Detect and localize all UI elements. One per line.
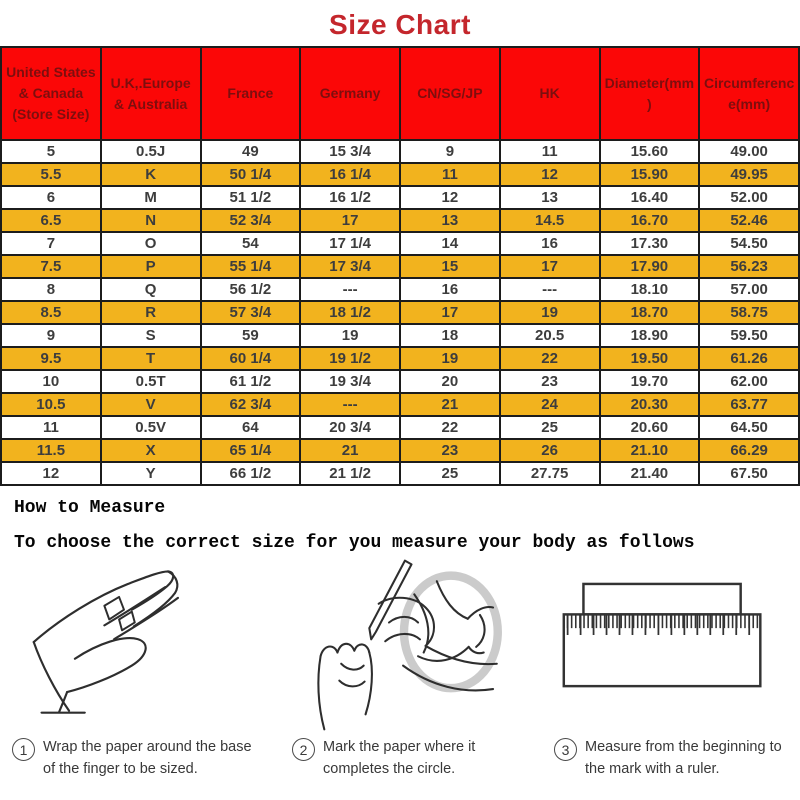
table-cell: 17 3/4 (300, 255, 400, 278)
page-title: Size Chart (329, 9, 471, 40)
header-hk: HK (500, 47, 600, 140)
table-cell: --- (300, 278, 400, 301)
table-cell: 61 1/2 (201, 370, 301, 393)
table-cell: 60 1/4 (201, 347, 301, 370)
table-cell: 64 (201, 416, 301, 439)
table-cell: 56.23 (699, 255, 799, 278)
step-caption: Measure from the beginning to the mark with a ruler. (585, 739, 782, 777)
table-cell: 58.75 (699, 301, 799, 324)
table-cell: 66 1/2 (201, 462, 301, 485)
measure-subheading: To choose the correct size for you measure your body as follows (14, 533, 695, 553)
ruler-measure-icon (552, 576, 800, 698)
table-cell: 49 (201, 140, 301, 163)
table-cell: T (101, 347, 201, 370)
size-chart-table (0, 46, 800, 486)
table-cell: 18 1/2 (300, 301, 400, 324)
table-cell: 56 1/2 (201, 278, 301, 301)
table-cell: 17 (400, 301, 500, 324)
table-cell: 21 (400, 393, 500, 416)
table-cell: 16 (400, 278, 500, 301)
table-cell: 9.5 (1, 347, 101, 370)
table-row (1, 209, 799, 232)
table-cell: O (101, 232, 201, 255)
step-3 (554, 737, 800, 781)
table-cell: 20.5 (500, 324, 600, 347)
header-row (1, 47, 799, 140)
header-uk-europe: U.K,.Europe & Australia (101, 47, 201, 140)
header-germany: Germany (300, 47, 400, 140)
table-cell: 10.5 (1, 393, 101, 416)
table-cell: --- (300, 393, 400, 416)
table-cell: 21.40 (600, 462, 700, 485)
table-cell: 11 (1, 416, 101, 439)
step-number-badge: 1 (12, 738, 35, 761)
table-row (1, 163, 799, 186)
table-row (1, 347, 799, 370)
table-row (1, 255, 799, 278)
table-cell: 9 (1, 324, 101, 347)
table-cell: 55 1/4 (201, 255, 301, 278)
table-cell: 61.26 (699, 347, 799, 370)
table-cell: 22 (500, 347, 600, 370)
table-cell: 54.50 (699, 232, 799, 255)
table-cell: 64.50 (699, 416, 799, 439)
table-cell: X (101, 439, 201, 462)
table-cell: 5.5 (1, 163, 101, 186)
table-cell: 12 (500, 163, 600, 186)
table-cell: 49.00 (699, 140, 799, 163)
table-row (1, 393, 799, 416)
table-cell: 0.5T (101, 370, 201, 393)
header-france: France (201, 47, 301, 140)
table-cell: 8 (1, 278, 101, 301)
table-cell: 15 (400, 255, 500, 278)
table-cell: 19.50 (600, 347, 700, 370)
table-cell: Y (101, 462, 201, 485)
table-cell: 20 3/4 (300, 416, 400, 439)
measure-heading: How to Measure (14, 498, 166, 518)
step-1 (12, 737, 292, 781)
table-cell: 15.60 (600, 140, 700, 163)
table-cell: 19 (400, 347, 500, 370)
table-cell: 7 (1, 232, 101, 255)
measure-figures (0, 555, 800, 735)
step-number-badge: 3 (554, 738, 577, 761)
table-cell: 18.70 (600, 301, 700, 324)
table-cell: 22 (400, 416, 500, 439)
table-cell: 18.90 (600, 324, 700, 347)
table-cell: 66.29 (699, 439, 799, 462)
header-diameter: Diameter(mm) (600, 47, 700, 140)
table-row (1, 462, 799, 485)
table-cell: 25 (500, 416, 600, 439)
table-row (1, 439, 799, 462)
table-cell: 16.40 (600, 186, 700, 209)
table-cell: 21 (300, 439, 400, 462)
table-cell: 24 (500, 393, 600, 416)
table-cell: 6.5 (1, 209, 101, 232)
table-cell: 65 1/4 (201, 439, 301, 462)
table-cell: 49.95 (699, 163, 799, 186)
table-cell: 20 (400, 370, 500, 393)
header-us-canada: United States & Canada (Store Size) (1, 47, 101, 140)
table-cell: 12 (1, 462, 101, 485)
step-caption: Mark the paper where it completes the circle. (323, 739, 476, 777)
table-cell: 7.5 (1, 255, 101, 278)
table-cell: 20.30 (600, 393, 700, 416)
table-cell: 23 (500, 370, 600, 393)
table-cell: 18 (400, 324, 500, 347)
table-row (1, 186, 799, 209)
table-cell: 19 1/2 (300, 347, 400, 370)
step-caption: Wrap the paper around the base of the finger to be sized. (43, 739, 252, 777)
table-cell: 19.70 (600, 370, 700, 393)
table-row (1, 232, 799, 255)
table-row (1, 370, 799, 393)
table-cell: 62 3/4 (201, 393, 301, 416)
step-2 (292, 737, 554, 781)
table-cell: 15 3/4 (300, 140, 400, 163)
table-cell: S (101, 324, 201, 347)
table-cell: N (101, 209, 201, 232)
table-cell: 13 (400, 209, 500, 232)
table-cell: 6 (1, 186, 101, 209)
table-cell: 17.90 (600, 255, 700, 278)
table-cell: 13 (500, 186, 600, 209)
table-row (1, 324, 799, 347)
table-cell: 16.70 (600, 209, 700, 232)
table-cell: V (101, 393, 201, 416)
table-cell: 57.00 (699, 278, 799, 301)
table-cell: 23 (400, 439, 500, 462)
table-cell: 8.5 (1, 301, 101, 324)
table-cell: 21.10 (600, 439, 700, 462)
table-cell: 12 (400, 186, 500, 209)
table-cell: 63.77 (699, 393, 799, 416)
table-cell: R (101, 301, 201, 324)
table-cell: 0.5J (101, 140, 201, 163)
table-cell: 62.00 (699, 370, 799, 393)
table-cell: 17.30 (600, 232, 700, 255)
measure-steps (0, 737, 800, 781)
table-cell: 51 1/2 (201, 186, 301, 209)
table-cell: 52.46 (699, 209, 799, 232)
table-cell: 18.10 (600, 278, 700, 301)
header-circumference: Circumference(mm) (699, 47, 799, 140)
table-cell: 17 (500, 255, 600, 278)
table-cell: 19 (500, 301, 600, 324)
table-cell: 17 1/4 (300, 232, 400, 255)
table-row (1, 301, 799, 324)
size-table-body (1, 140, 799, 485)
table-cell: Q (101, 278, 201, 301)
table-row (1, 140, 799, 163)
table-cell: 19 (300, 324, 400, 347)
table-cell: 52 3/4 (201, 209, 301, 232)
table-cell: 19 3/4 (300, 370, 400, 393)
table-cell: --- (500, 278, 600, 301)
table-cell: 17 (300, 209, 400, 232)
table-cell: 26 (500, 439, 600, 462)
table-cell: 11 (400, 163, 500, 186)
hand-marking-pencil-icon (258, 555, 544, 735)
table-cell: 50 1/4 (201, 163, 301, 186)
table-cell: 9 (400, 140, 500, 163)
table-row (1, 278, 799, 301)
table-cell: 54 (201, 232, 301, 255)
table-cell: 27.75 (500, 462, 600, 485)
table-row (1, 416, 799, 439)
table-cell: 5 (1, 140, 101, 163)
table-cell: 25 (400, 462, 500, 485)
table-cell: 15.90 (600, 163, 700, 186)
size-chart-header (1, 47, 799, 140)
table-cell: 14.5 (500, 209, 600, 232)
table-cell: 57 3/4 (201, 301, 301, 324)
table-cell: K (101, 163, 201, 186)
table-cell: 52.00 (699, 186, 799, 209)
table-cell: 16 1/2 (300, 186, 400, 209)
table-cell: 16 (500, 232, 600, 255)
table-cell: 16 1/4 (300, 163, 400, 186)
step-number-badge: 2 (292, 738, 315, 761)
table-cell: 10 (1, 370, 101, 393)
table-cell: 11.5 (1, 439, 101, 462)
table-cell: 59.50 (699, 324, 799, 347)
table-cell: 21 1/2 (300, 462, 400, 485)
table-cell: 14 (400, 232, 500, 255)
header-cn-sg-jp: CN/SG/JP (400, 47, 500, 140)
table-cell: 0.5V (101, 416, 201, 439)
table-cell: 11 (500, 140, 600, 163)
table-cell: M (101, 186, 201, 209)
table-cell: 67.50 (699, 462, 799, 485)
hand-with-paper-band-icon (20, 560, 258, 730)
table-cell: P (101, 255, 201, 278)
table-cell: 20.60 (600, 416, 700, 439)
table-cell: 59 (201, 324, 301, 347)
